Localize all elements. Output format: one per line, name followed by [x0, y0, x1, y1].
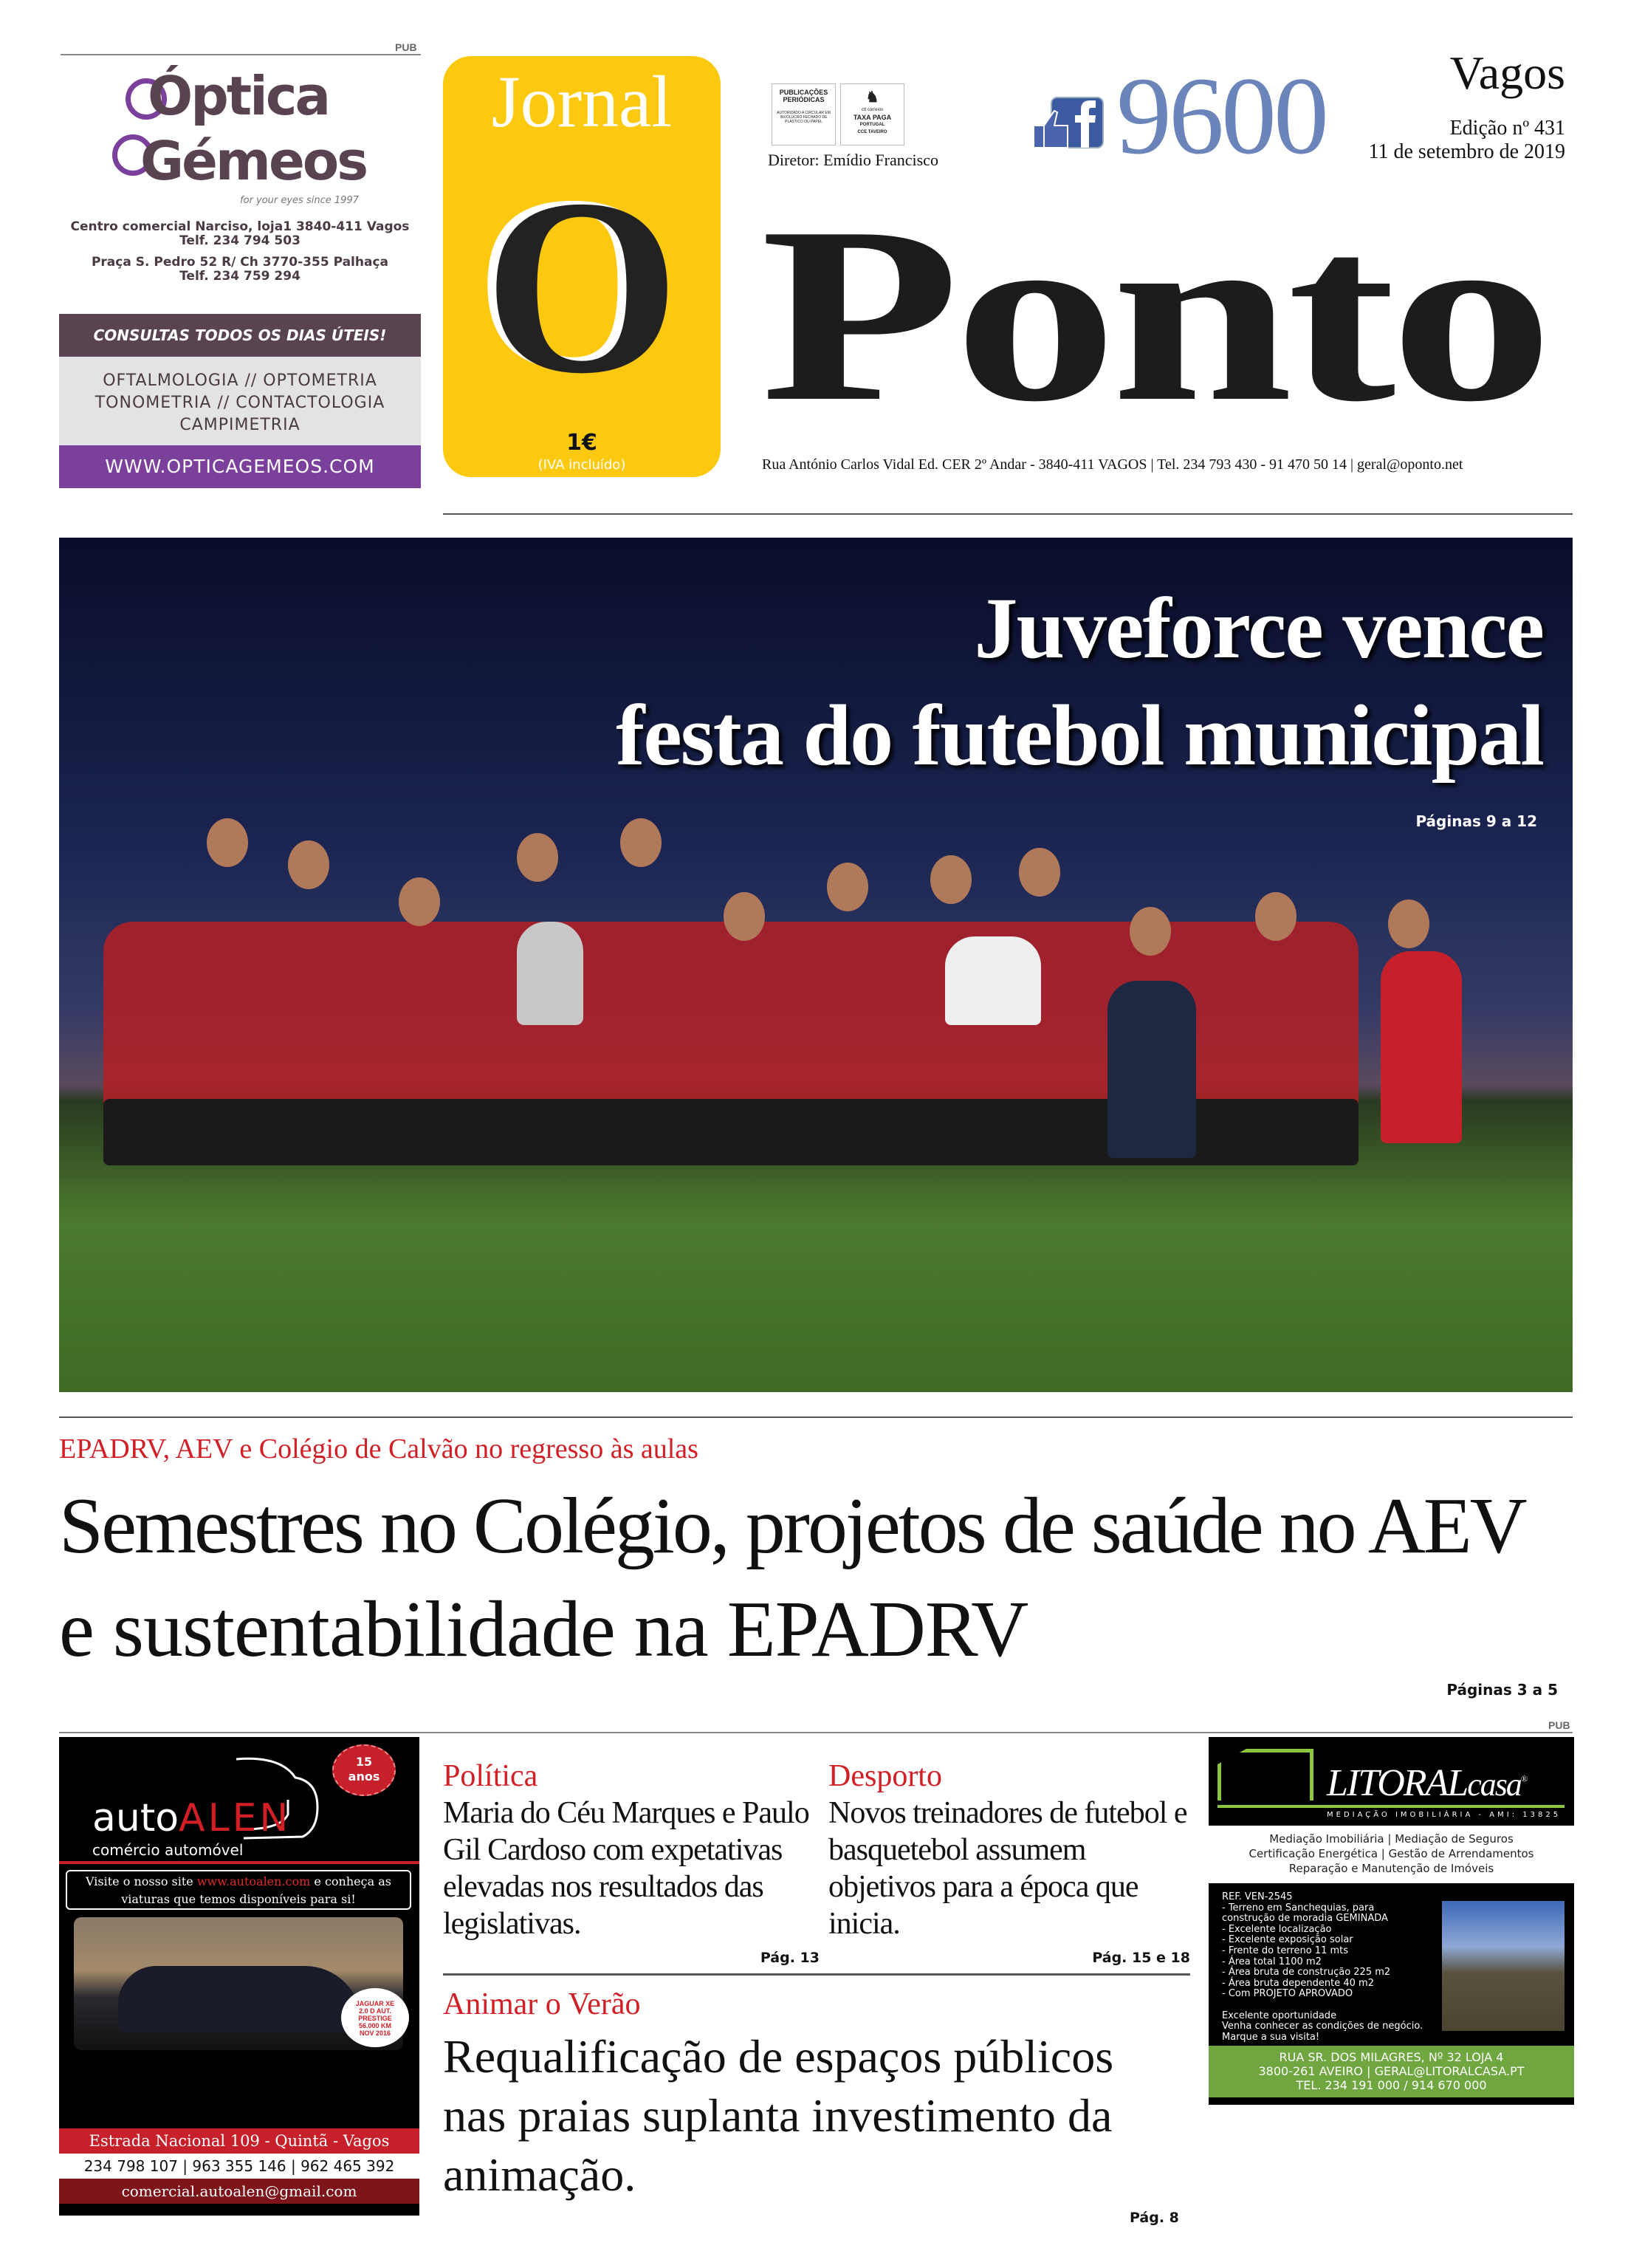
- footer-line: TEL. 234 191 000 / 914 670 000: [1296, 2078, 1487, 2092]
- services: [1209, 1832, 1574, 1876]
- stamp-text: PORTUGAL: [859, 123, 885, 127]
- contact-address: Rua António Carlos Vidal Ed. CER 2º Andar - 3840-411 VAGOS | Tel. 234 793 430 - 91 470 50 14 | geral@oponto.net: [762, 456, 1463, 473]
- stamp-text: PUBLICAÇÕES: [779, 89, 828, 96]
- tagline: for your eyes since 1997: [240, 195, 359, 206]
- phone: Telf. 234 794 503: [179, 233, 300, 248]
- brief-desporto[interactable]: [828, 1758, 1190, 1966]
- brand-auto: auto: [92, 1796, 179, 1840]
- price: 1€: [566, 430, 597, 456]
- address: Centro comercial Narciso, loja1 3840-411 Vagos: [70, 219, 410, 234]
- brief-politica[interactable]: [443, 1758, 820, 1966]
- logo-jornal: Jornal: [491, 61, 673, 143]
- brand-alen: ALEN: [179, 1796, 292, 1840]
- brand: [1327, 1761, 1526, 1805]
- horse-icon: ♞: [865, 89, 879, 106]
- price-note: (IVA incluído): [537, 457, 626, 473]
- address: Estrada Nacional 109 - Quintã - Vagos: [59, 2128, 419, 2154]
- jaguar-car: [118, 1966, 362, 2032]
- email[interactable]: comercial.autoalen@gmail.com: [59, 2179, 419, 2204]
- green-stroke: [1217, 1805, 1565, 1808]
- stamp-text: TAXA PAGA: [853, 114, 892, 121]
- logo-text: Gémeos: [140, 130, 367, 192]
- player-white: [945, 936, 1041, 1025]
- brief-category: Desporto: [828, 1759, 942, 1793]
- phone: Telf. 234 759 294: [179, 269, 300, 284]
- spec-line: NOV 2016: [359, 2029, 391, 2037]
- service: TONOMETRIA // CONTACTOLOGIA: [95, 394, 385, 412]
- red-stripe: [59, 1861, 419, 1864]
- player-head: [1388, 900, 1429, 948]
- service: Certificação Energética | Gestão de Arrendamentos: [1249, 1847, 1534, 1860]
- spec-line: JAGUAR XE: [355, 2000, 395, 2007]
- pub-label: PUB: [395, 41, 417, 53]
- logo-text: Óptica: [148, 65, 329, 127]
- brief-category: Política: [443, 1759, 538, 1793]
- stamp-text: CCE TAVEIRO: [857, 130, 887, 134]
- player-head: [207, 818, 248, 867]
- stamp-text: PERIÓDICAS: [783, 96, 825, 103]
- brief-category: Animar o Verão: [443, 1987, 641, 2021]
- newspaper-title: Ponto: [760, 175, 1548, 453]
- player-head: [724, 892, 765, 941]
- player-navy: [1107, 981, 1196, 1158]
- brand-subtitle: comércio automóvel: [92, 1841, 244, 1859]
- brief-headline[interactable]: Requalificação de espaços públicos nas praias suplanta investimento da animação.: [443, 2030, 1114, 2201]
- divider: [443, 513, 1573, 515]
- brief-text: Novos treinadores de futebol e basquetebol assumem objetivos para a época que inicia.: [828, 1796, 1187, 1941]
- consultas-banner: CONSULTAS TODOS OS DIAS ÚTEIS!: [59, 314, 421, 357]
- website-link[interactable]: WWW.OPTICAGEMEOS.COM: [59, 445, 421, 488]
- player-head: [1019, 848, 1060, 897]
- trophy-icon: [517, 922, 583, 1025]
- ami: MEDIAÇÃO IMOBILIÁRIA - AMI: 13825: [1327, 1811, 1562, 1819]
- house-logo-icon: [1217, 1749, 1313, 1801]
- pub-label: PUB: [1548, 1719, 1570, 1731]
- optica-gemeos-ad[interactable]: [59, 52, 421, 517]
- brand-suffix: casa: [1467, 1767, 1521, 1803]
- player-head: [288, 840, 329, 889]
- lead-headline: Juveforce vence: [974, 580, 1543, 676]
- brand: [92, 1796, 291, 1840]
- visit-text: Visite o nosso site: [86, 1874, 197, 1888]
- service: CAMPIMETRIA: [179, 416, 300, 434]
- player-head: [1130, 907, 1171, 956]
- phones: 234 798 107 | 963 355 146 | 962 465 392: [59, 2154, 419, 2179]
- player-head: [517, 833, 558, 882]
- story-headline[interactable]: Semestres no Colégio, projetos de saúde no AEV: [59, 1482, 1525, 1570]
- contact-footer: [1209, 2046, 1574, 2097]
- litoralcasa-ad[interactable]: [1209, 1728, 1574, 2216]
- registered-mark: ®: [1520, 1773, 1526, 1784]
- page-reference: Pág. 13: [760, 1950, 820, 1966]
- coach: [1381, 951, 1462, 1143]
- spec-line: PRESTIGE: [358, 2015, 392, 2022]
- land-photo: [1442, 1901, 1565, 2031]
- lead-story-photo[interactable]: [59, 538, 1573, 1392]
- player-head: [620, 818, 662, 867]
- service: OFTALMOLOGIA // OPTOMETRIA: [103, 371, 377, 390]
- badge-text: anos: [348, 1769, 380, 1784]
- autoalen-ad[interactable]: [59, 1737, 419, 2216]
- director: Diretor: Emídio Francisco: [768, 151, 938, 169]
- service: Mediação Imobiliária | Mediação de Seguros: [1269, 1832, 1514, 1846]
- page-reference: Páginas 9 a 12: [1415, 812, 1537, 830]
- website-link[interactable]: www.autoalen.com: [196, 1874, 311, 1888]
- masthead-logo-box: [443, 56, 721, 477]
- publicacoes-stamp: [772, 83, 836, 145]
- page-reference: Pág. 15 e 18: [1092, 1950, 1190, 1966]
- divider: [443, 1973, 1190, 1976]
- page-reference: Páginas 3 a 5: [1446, 1681, 1558, 1699]
- stamp-text: ctt correios: [861, 108, 884, 112]
- taxa-paga-stamp: [840, 83, 904, 145]
- spec-line: 56.000 KM: [358, 2022, 392, 2029]
- story-kicker: EPADRV, AEV e Colégio de Calvão no regresso às aulas: [59, 1433, 698, 1464]
- lead-headline: festa do futebol municipal: [616, 687, 1543, 784]
- address: Praça S. Pedro 52 R/ Ch 3770-355 Palhaça: [91, 255, 389, 270]
- footer-line: 3800-261 AVEIRO | GERAL@LITORALCASA.PT: [1258, 2064, 1525, 2078]
- brief-text: Maria do Céu Marques e Paulo Gil Cardoso com expetativas elevadas nos resultados das legislativas.: [443, 1796, 809, 1941]
- services-list: [59, 357, 421, 445]
- player-head: [930, 855, 972, 904]
- footer-line: RUA SR. DOS MILAGRES, Nº 32 LOJA 4: [1279, 2050, 1504, 2064]
- visit-text: e conheça as viaturas que temos disponíveis para si!: [121, 1874, 391, 1906]
- issue-date: 11 de setembro de 2019: [1368, 140, 1565, 163]
- stamp-text: AUTORIZADO A CIRCULAR EM INVÓLUCRO FECHADO DE PLÁSTICO OU PAPEL: [777, 111, 831, 124]
- car-spec-badge: [341, 1988, 409, 2047]
- facebook-like-icon[interactable]: [1032, 96, 1105, 149]
- anniversary-badge: [332, 1744, 396, 1796]
- page-reference: Pág. 8: [1130, 2210, 1179, 2226]
- city: Vagos: [1449, 47, 1565, 99]
- service: Reparação e Manutenção de Imóveis: [1288, 1862, 1494, 1875]
- badge-number: 15: [355, 1755, 373, 1769]
- story-headline[interactable]: e sustentabilidade na EPADRV: [59, 1586, 1028, 1673]
- spec-line: 2.0 D AUT.: [359, 2007, 391, 2015]
- player-head: [399, 877, 440, 926]
- divider: [59, 1416, 1573, 1418]
- logo-o: O: [484, 147, 680, 425]
- ad-bottom-bar: [1209, 2097, 1574, 2105]
- facebook-likes-count: 9600: [1116, 55, 1326, 177]
- edition-number: Edição nº 431: [1449, 117, 1565, 140]
- visit-site-box: [66, 1870, 411, 1910]
- listing-text: REF. VEN-2545 - Terreno em Sanchequias, para construção de moradia GEMINADA - Excelente localização - Excelente exposição solar - Frente do terreno 11 mts - Área total 1100 m2 - Área bruta de construção 225 m2 - Área bruta dependente 40 m2 - Com PROJETO APROVADO Excelente oportunidade Venha conhecer as condições de negócio. Marque a sua visita!: [1222, 1891, 1423, 2043]
- player-head: [1255, 892, 1296, 941]
- brand-main: LITORAL: [1327, 1762, 1468, 1804]
- player-head: [827, 863, 868, 911]
